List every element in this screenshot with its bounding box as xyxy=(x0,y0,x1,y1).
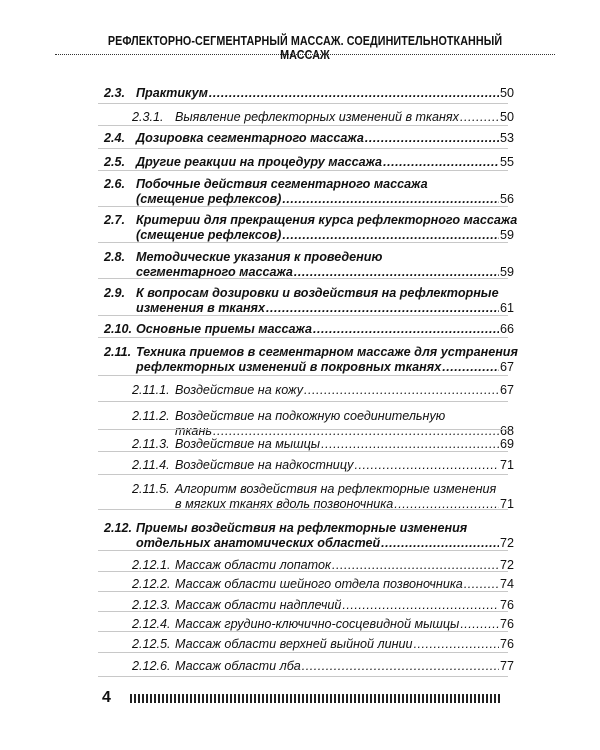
toc-entry[interactable] xyxy=(136,322,514,337)
toc-page-number: 67 xyxy=(499,383,514,397)
row-separator xyxy=(98,148,508,149)
dot-leader xyxy=(460,617,499,632)
dot-leader xyxy=(365,131,499,146)
toc-entry[interactable] xyxy=(136,286,514,316)
toc-page-number: 76 xyxy=(499,617,514,631)
toc-entry-title: Массаж грудино-ключично-сосцевидной мышцы xyxy=(175,617,460,631)
toc-entry-title: Воздействие на кожу xyxy=(175,383,304,397)
toc-entry-title: Алгоритм воздействия на рефлекторные изменения xyxy=(175,482,497,496)
row-separator xyxy=(98,103,508,104)
row-separator xyxy=(98,474,508,475)
toc-entry-number: 2.11.2. xyxy=(132,409,170,423)
toc-page-number: 59 xyxy=(499,228,514,242)
toc-entry-title: Другие реакции на процедуру массажа xyxy=(136,155,383,169)
toc-entry[interactable] xyxy=(175,659,514,674)
row-separator xyxy=(98,315,508,316)
row-separator xyxy=(98,337,508,338)
toc-entry[interactable] xyxy=(175,482,514,512)
toc-page-number: 72 xyxy=(499,558,514,572)
toc-entry-number: 2.11. xyxy=(104,345,132,359)
toc-page-number: 74 xyxy=(499,577,514,591)
toc-entry-title: Воздействие на подкожную соединительную xyxy=(175,409,446,423)
toc-entry-number: 2.12.3. xyxy=(132,598,171,612)
row-separator xyxy=(98,451,508,452)
toc-page-number: 69 xyxy=(499,437,514,451)
toc-entry-number: 2.12.1. xyxy=(132,558,171,572)
toc-entry[interactable] xyxy=(175,458,514,473)
toc-page-number: 53 xyxy=(499,131,514,145)
toc-page-number: 50 xyxy=(499,110,514,124)
dot-leader xyxy=(209,86,499,101)
dot-leader xyxy=(282,228,499,243)
toc-page-number: 71 xyxy=(499,458,514,472)
toc-entry-number: 2.4. xyxy=(104,131,126,145)
toc-entry-number: 2.12. xyxy=(104,521,133,535)
toc-entry-number: 2.12.6. xyxy=(132,659,171,673)
toc-entry[interactable] xyxy=(136,177,514,207)
toc-entry-title: К вопросам дозировки и воздействия на рефлекторные xyxy=(136,286,499,300)
toc-page-number: 67 xyxy=(499,360,514,374)
dot-leader xyxy=(464,577,499,592)
toc-entry-title: сегментарного массажа xyxy=(136,265,293,279)
toc-entry-number: 2.5. xyxy=(104,155,126,169)
row-separator xyxy=(98,550,508,551)
toc-entry[interactable] xyxy=(136,521,514,551)
toc-entry[interactable] xyxy=(175,383,514,398)
toc-entry-title: Выявление рефлекторных изменений в тканях xyxy=(175,110,459,124)
toc-entry-title: Массаж области шейного отдела позвоночника xyxy=(175,577,463,591)
toc-entry-number: 2.3.1. xyxy=(132,110,164,124)
toc-entry-number: 2.12.2. xyxy=(132,577,171,591)
toc-page-number: 50 xyxy=(499,86,514,100)
dot-leader xyxy=(414,637,499,652)
toc-page-number: 72 xyxy=(499,536,514,550)
row-separator xyxy=(98,611,508,612)
dot-leader xyxy=(383,155,499,170)
dot-leader xyxy=(442,360,499,375)
toc-entry-title: Техника приемов в сегментарном массаже для устранения xyxy=(136,345,518,359)
toc-entry-title: Дозировка сегментарного массажа xyxy=(136,131,364,145)
running-header: РЕФЛЕКТОРНО-СЕГМЕНТАРНЫЙ МАССАЖ. СОЕДИНИТЕЛЬНОТКАННЫЙ МАССАЖ xyxy=(107,34,503,62)
row-separator xyxy=(98,571,508,572)
toc-entry-number: 2.3. xyxy=(104,86,126,100)
toc-entry-title: (смещение рефлексов) xyxy=(136,192,282,206)
toc-entry-number: 2.12.4. xyxy=(132,617,171,631)
toc-page-number: 59 xyxy=(499,265,514,279)
dot-leader xyxy=(321,437,499,452)
dot-leader xyxy=(282,192,499,207)
toc-entry-title: Массаж области лопаток xyxy=(175,558,331,572)
toc-entry-title: Массаж области надплечий xyxy=(175,598,342,612)
toc-page-number: 56 xyxy=(499,192,514,206)
toc-entry-title: Побочные действия сегментарного массажа xyxy=(136,177,428,191)
dot-leader xyxy=(460,110,499,125)
toc-entry-title: Массаж области лба xyxy=(175,659,301,673)
toc-entry-number: 2.11.3. xyxy=(132,437,170,451)
toc-entry-number: 2.9. xyxy=(104,286,126,300)
toc-entry[interactable] xyxy=(175,110,514,125)
toc-page-number: 55 xyxy=(499,155,514,169)
toc-page-number: 76 xyxy=(499,598,514,612)
row-separator xyxy=(98,591,508,592)
toc-entry-number: 2.7. xyxy=(104,213,126,227)
toc-page-number: 77 xyxy=(499,659,514,673)
toc-entry-title: (смещение рефлексов) xyxy=(136,228,282,242)
row-separator xyxy=(98,170,508,171)
toc-entry-number: 2.10. xyxy=(104,322,133,336)
toc-entry-title: Методические указания к проведению xyxy=(136,250,383,264)
toc-entry[interactable] xyxy=(136,155,514,170)
footer-decorative-bar xyxy=(130,694,500,703)
toc-page-number: 76 xyxy=(499,637,514,651)
toc-entry[interactable] xyxy=(175,437,514,452)
toc-entry[interactable] xyxy=(136,345,518,375)
toc-entry[interactable] xyxy=(175,637,514,652)
toc-entry-title: Критерии для прекращения курса рефлекторного массажа xyxy=(136,213,518,227)
row-separator xyxy=(98,242,508,243)
toc-entry-number: 2.8. xyxy=(104,250,126,264)
toc-entry[interactable] xyxy=(136,86,514,101)
page-number: 4 xyxy=(102,689,111,706)
toc-entry-title: в мягких тканях вдоль позвоночника xyxy=(175,497,394,511)
toc-entry-number: 2.6. xyxy=(104,177,126,191)
toc-entry-title: Приемы воздействия на рефлекторные изменения xyxy=(136,521,468,535)
dot-leader xyxy=(313,322,499,337)
row-separator xyxy=(98,375,508,376)
toc-entry-number: 2.11.4. xyxy=(132,458,170,472)
toc-entry-title: Практикум xyxy=(136,86,208,100)
row-separator xyxy=(98,429,508,430)
toc-entry[interactable] xyxy=(175,577,514,592)
toc-page-number: 61 xyxy=(499,301,514,315)
toc-entry-number: 2.11.1. xyxy=(132,383,170,397)
toc-entry-title: ткань xyxy=(175,424,212,438)
row-separator xyxy=(98,652,508,653)
toc-page-number: 66 xyxy=(499,322,514,336)
dot-leader xyxy=(381,536,499,551)
toc-page-number: 71 xyxy=(499,497,514,511)
row-separator xyxy=(98,401,508,402)
dot-leader xyxy=(302,659,499,674)
toc-entry[interactable] xyxy=(136,131,514,146)
toc-entry-title: отдельных анатомических областей xyxy=(136,536,381,550)
dot-leader xyxy=(304,383,499,398)
row-separator xyxy=(98,509,508,510)
toc-page-number: 68 xyxy=(499,424,514,438)
row-separator xyxy=(98,631,508,632)
row-separator xyxy=(98,676,508,677)
toc-entry-title: изменения в тканях xyxy=(136,301,265,315)
toc-entry-title: Воздействие на мышцы xyxy=(175,437,321,451)
toc-entry[interactable] xyxy=(136,250,514,280)
toc-entry-title: Массаж области верхней выйной линии xyxy=(175,637,413,651)
dot-leader xyxy=(266,301,499,316)
toc-entry-number: 2.12.5. xyxy=(132,637,171,651)
toc-entry-title: Воздействие на надкостницу xyxy=(175,458,354,472)
toc-entry-number: 2.11.5. xyxy=(132,482,170,496)
row-separator xyxy=(98,206,508,207)
row-separator xyxy=(98,278,508,279)
toc-entry[interactable] xyxy=(175,617,514,632)
toc-entry[interactable] xyxy=(175,409,514,439)
dot-leader xyxy=(354,458,499,473)
row-separator xyxy=(98,125,508,126)
toc-entry[interactable] xyxy=(136,213,518,243)
toc-entry-title: рефлекторных изменений в покровных тканях xyxy=(136,360,442,374)
toc-entry-title: Основные приемы массажа xyxy=(136,322,312,336)
